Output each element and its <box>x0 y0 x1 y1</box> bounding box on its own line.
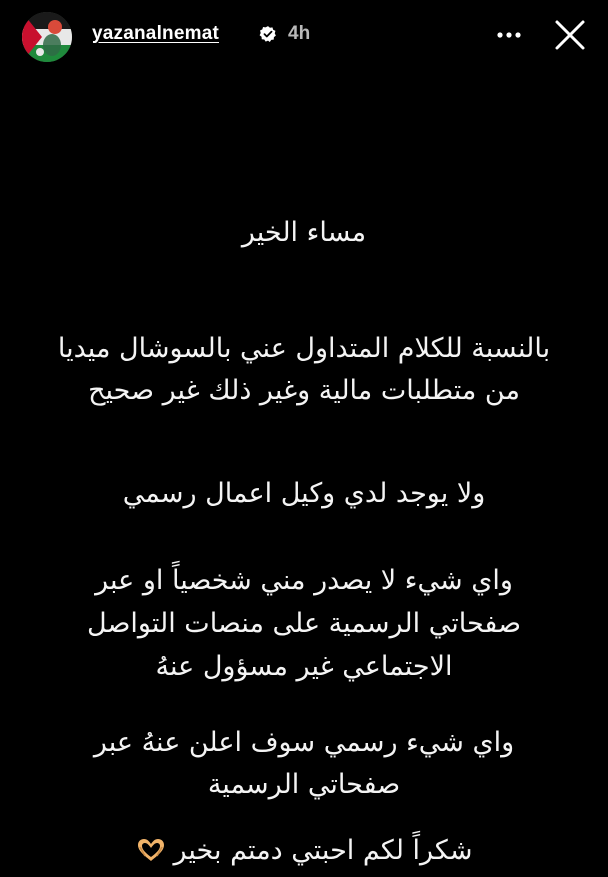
story-closing-line <box>20 828 588 873</box>
story-closing-text: شكراً لكم احبتي دمتم بخير <box>173 835 473 866</box>
story-line: الاجتماعي غير مسؤول عنهُ <box>155 651 453 682</box>
story-greeting: مساء الخير <box>241 217 367 248</box>
story-line: واي شيء لا يصدر مني شخصياً او عبر <box>95 565 513 596</box>
username[interactable]: yazanalnemat <box>92 23 220 44</box>
story-line: ولا يوجد لدي وكيل اعمال رسمي <box>122 478 486 509</box>
story-line: بالنسبة للكلام المتداول عني بالسوشال ميديا <box>57 333 551 364</box>
story-line: صفحاتي الرسمية <box>207 769 401 800</box>
story-line: واي شيء رسمي سوف اعلن عنهُ عبر <box>93 727 515 758</box>
post-timestamp: 4h <box>288 23 311 44</box>
story-line: من متطلبات مالية وغير ذلك غير صحيح <box>88 375 520 406</box>
story-line: صفحاتي الرسمية على منصات التواصل <box>87 608 521 639</box>
heart-hands-emoji-icon <box>136 832 166 858</box>
story-text-content <box>20 0 588 864</box>
